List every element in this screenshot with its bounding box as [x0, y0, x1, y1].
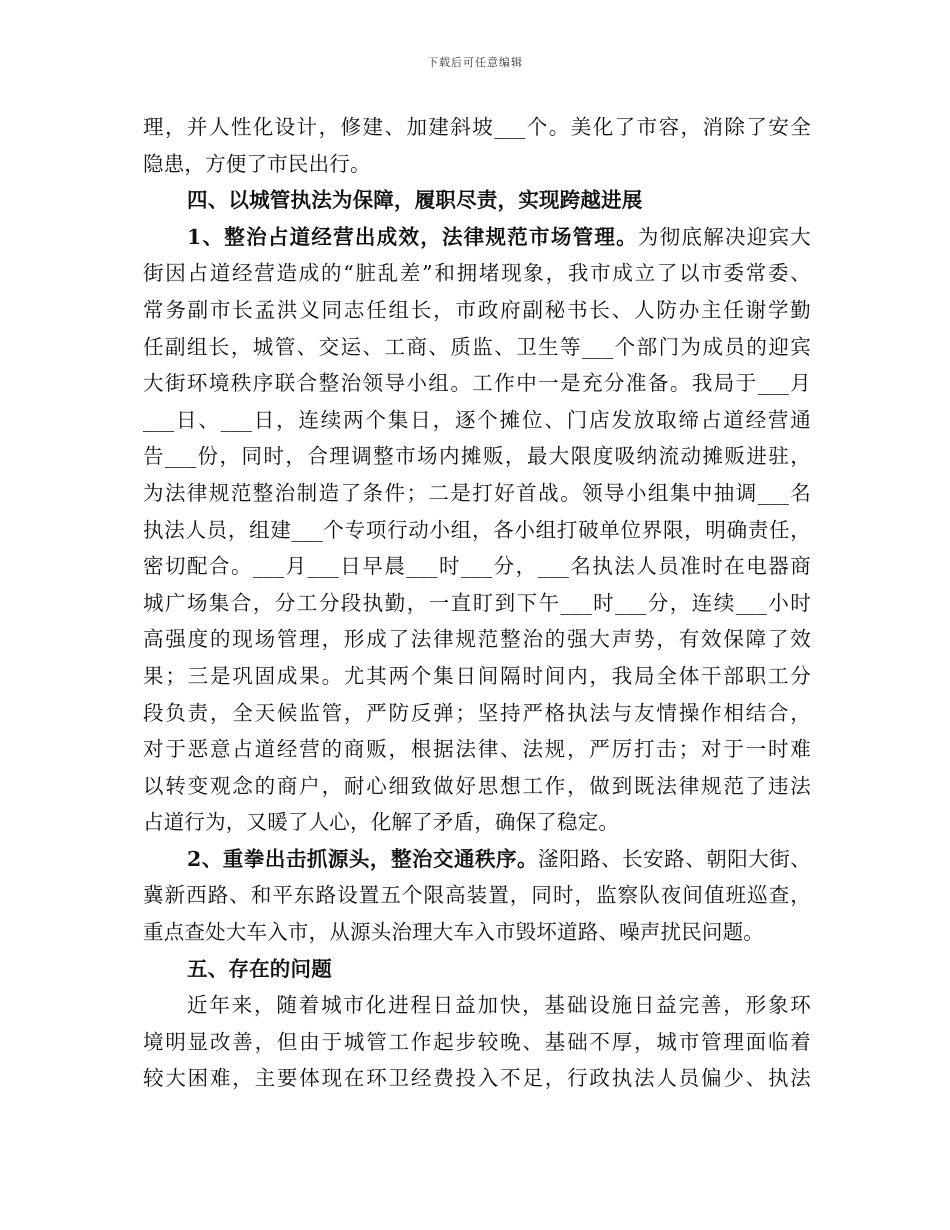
body-line: 境明显改善，但由于城管工作起步较晚、基础不厚，城市管理面临着 — [143, 1029, 811, 1054]
body-line: 对于恶意占道经营的商贩，根据法律、法规，严厉打击；对于一时难 — [143, 737, 811, 762]
body-line: 果；三是巩固成果。尤其两个集日间隔时间内，我局全体干部职工分 — [143, 663, 811, 688]
subsection-heading: 2、重拳出击抓源头，整治交通秩序。 — [187, 846, 539, 871]
document-body — [143, 109, 811, 1097]
body-line: 重点查处大车入市，从源头治理大车入市毁坏道路、噪声扰民问题。 — [143, 920, 764, 945]
subsection-heading: 1、整治占道经营出成效，法律规范市场管理。 — [187, 224, 638, 249]
body-line: 城广场集合，分工分段执勤，一直盯到下午___时___分，连续___小时 — [143, 590, 811, 615]
body-line: 街因占道经营造成的“脏乱差”和拥堵现象，我市成立了以市委常委、 — [143, 261, 811, 286]
section-heading: 五、存在的问题 — [187, 956, 332, 981]
body-line: 执法人员，组建___个专项行动小组，各小组打破单位界限，明确责任， — [143, 517, 811, 542]
page-header: 下载后可任意编辑 — [427, 56, 523, 69]
body-line: 段负责，全天候监管，严防反弹；坚持严格执法与友情操作相结合， — [143, 700, 811, 725]
body-line: 告___份，同时，合理调整市场内摊贩，最大限度吸纳流动摊贩进驻， — [143, 444, 811, 469]
body-line: 理，并人性化设计，修建、加建斜坡___个。美化了市容，消除了安全 — [143, 115, 811, 139]
body-line: 较大困难，主要体现在环卫经费投入不足，行政执法人员偏少、执法 — [143, 1066, 811, 1091]
body-line: 冀新西路、和平东路设置五个限高装置，同时，监察队夜间值班巡查， — [143, 883, 811, 908]
paragraph-text: 滏阳路、长安路、朝阳大街、 — [538, 846, 811, 871]
paragraph-line: 近年来，随着城市化进程日益加快，基础设施日益完善，形象环 — [187, 993, 811, 1018]
body-line: 占道行为，又暖了人心，化解了矛盾，确保了稳定。 — [143, 810, 620, 835]
body-line: 常务副市长孟洪义同志任组长，市政府副秘书长、人防办主任谢学勤 — [143, 297, 811, 322]
body-line: 高强度的现场管理，形成了法律规范整治的强大声势，有效保障了效 — [143, 627, 811, 652]
paragraph-line — [143, 841, 811, 878]
body-line: 隐患，方便了市民出行。 — [143, 151, 371, 176]
body-line: 任副组长，城管、交运、工商、质监、卫生等___个部门为成员的迎宾 — [143, 334, 811, 359]
paragraph-line — [143, 219, 811, 256]
section-heading: 四、以城管执法为保障，履职尽责，实现跨越进展 — [187, 188, 643, 213]
body-line: 密切配合。___月___日早晨___时___分，___名执法人员准时在电器商 — [143, 554, 811, 579]
body-line: 为法律规范整治制造了条件；二是打好首战。领导小组集中抽调___名 — [143, 480, 811, 505]
body-line: 大街环境秩序联合整治领导小组。工作中一是充分准备。我局于___月 — [143, 371, 811, 396]
body-line: 以转变观念的商户，耐心细致做好思想工作，做到既法律规范了违法 — [143, 773, 811, 798]
body-line: ___日、___日，连续两个集日，逐个摊位、门店发放取缔占道经营通 — [143, 407, 811, 432]
paragraph-text: 为彻底解决迎宾大 — [637, 224, 811, 249]
